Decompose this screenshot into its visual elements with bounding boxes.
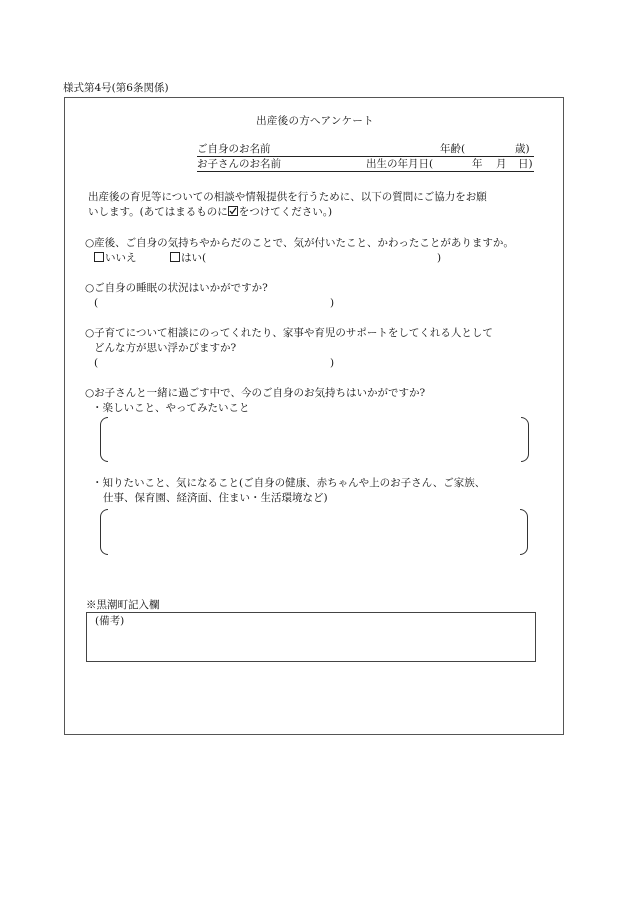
q4-sub2-bracket-right [520, 509, 528, 555]
office-use-label: ※黒潮町記入欄 [86, 599, 160, 611]
day-label: 日) [518, 158, 533, 170]
q4-text: ○お子さんと一緒に過ごす中で、今のご自身のお気持ちはいかがですか? [85, 387, 426, 399]
q2-close-paren: ) [330, 297, 335, 309]
q4-sub-2-line-1: ・知りたいこと、気になること(ご自身の健康、赤ちゃんや上のお子さん、ご家族、 [92, 477, 486, 489]
checkbox-icon[interactable] [94, 252, 104, 262]
month-label: 月 [496, 158, 507, 170]
memo-label: (備考) [95, 615, 125, 627]
form-number: 様式第4号(第6条関係) [63, 82, 169, 94]
age-label: 年齢( [440, 143, 466, 155]
q1-option-yes-label: はい( [181, 252, 207, 264]
intro-line-2 [88, 205, 332, 219]
child-name-row[interactable] [197, 157, 534, 172]
q4-sub-1: ・楽しいこと、やってみたいこと [92, 402, 250, 414]
q3-line-1: ○子育てについて相談にのってくれたり、家事や育児のサポートをしてくれる人として [85, 327, 493, 339]
q1-option-yes[interactable] [170, 251, 206, 265]
q3-close-paren: ) [330, 357, 335, 369]
q3-line-2: どんな方が思い浮かびますか? [94, 342, 237, 354]
checkmark-box-icon [228, 206, 238, 216]
q4-sub1-answer-field[interactable] [110, 420, 518, 460]
q4-sub2-bracket-left [100, 509, 108, 555]
q1-option-no-label: いいえ [105, 252, 137, 264]
age-suffix: 歳) [515, 143, 530, 155]
q4-sub2-answer-field[interactable] [110, 512, 516, 552]
intro-line-2b: をつけてください。) [238, 206, 333, 218]
q3-answer-field[interactable] [100, 356, 325, 370]
own-name-label: ご自身のお名前 [197, 143, 271, 155]
child-name-label: お子さんのお名前 [197, 158, 281, 170]
q2-open-paren: ( [94, 297, 99, 309]
q4-sub1-bracket-left [100, 417, 108, 462]
q1-text: ○産後、ご自身の気持ちやからだのことで、気が付いたこと、かわったことがありますか。 [85, 237, 514, 249]
q4-sub-2-line-2: 仕事、保育園、経済面、住まい・生活環境など) [103, 492, 328, 504]
own-name-row[interactable] [197, 142, 534, 157]
q1-close-paren: ) [437, 252, 442, 264]
intro-line-1: 出産後の育児等についての相談や情報提供を行うために、以下の質問にご協力をお願 [88, 191, 487, 203]
q3-open-paren: ( [94, 357, 99, 369]
birthdate-label: 出生の年月日( [366, 158, 434, 170]
year-label: 年 [472, 158, 483, 170]
q2-text: ○ご自身の睡眠の状況はいかがですか? [85, 282, 268, 294]
memo-box[interactable] [86, 612, 536, 662]
checkbox-icon[interactable] [170, 252, 180, 262]
q1-option-no[interactable] [94, 251, 137, 265]
q2-answer-field[interactable] [100, 296, 325, 310]
page-title: 出産後の方へアンケート [256, 115, 374, 127]
intro-line-2a: いします。(あてはまるものに [88, 206, 228, 218]
q4-sub1-bracket-right [521, 417, 529, 462]
